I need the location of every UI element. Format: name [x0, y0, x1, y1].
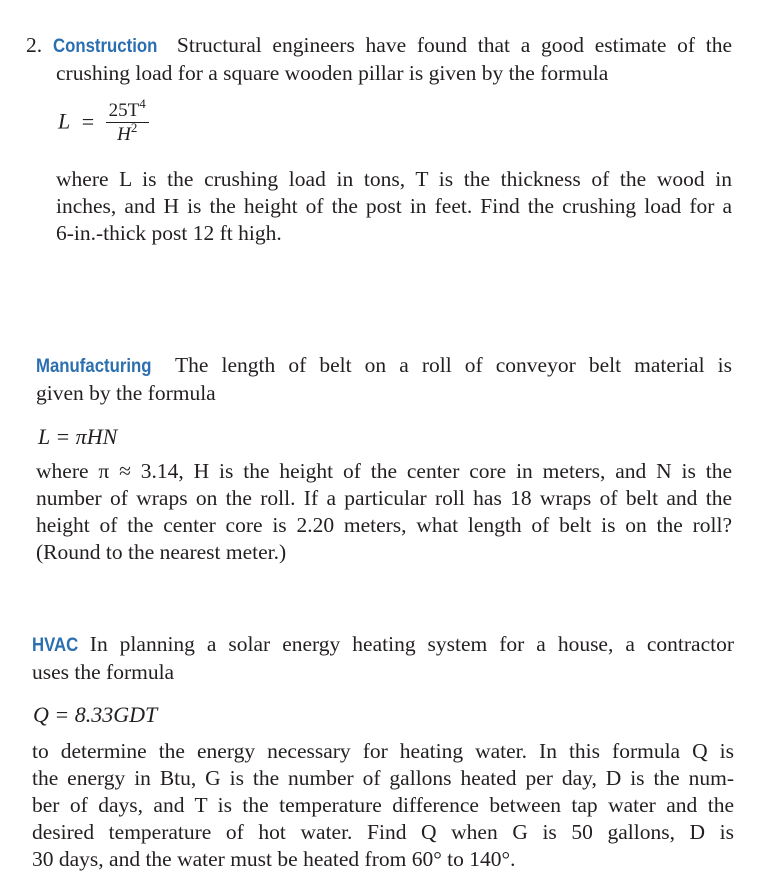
fraction-denominator: $H^2$: [117, 120, 138, 145]
formula-fraction: [106, 96, 149, 147]
problem-construction: [26, 32, 732, 87]
body-line: inches, and H is the height of the post in feet. Find the crushing load for a: [56, 194, 732, 218]
body-line: where π ≈ 3.14, H is the height of the center core in meters, and N is the: [36, 459, 732, 483]
body-line: to determine the energy necessary for heating water. In this formula Q is: [32, 739, 734, 763]
fraction-numerator: $25T^4$: [106, 100, 149, 123]
problem-heading: Manufacturing: [36, 355, 152, 377]
problem-hvac: [32, 631, 734, 686]
body-line: number of wraps on the roll. If a particular roll has 18 wraps of belt and the: [36, 486, 732, 510]
problem-intro-line: [26, 32, 732, 60]
problem-text: given by the formula: [36, 381, 216, 405]
problem-manufacturing: [36, 352, 732, 407]
body-line: (Round to the nearest meter.): [36, 540, 287, 564]
problem-intro-line: [36, 352, 732, 380]
formula-lhs: L: [58, 108, 71, 134]
problem-heading: Construction: [52, 35, 158, 57]
problem-number: 2.: [26, 33, 43, 57]
body-line: height of the center core is 2.20 meters, what length of belt is on the roll?: [36, 513, 732, 537]
body-line: the energy in Btu, G is the number of gallons heated per day, D is the num-: [32, 766, 734, 790]
problem-intro-line: [32, 631, 734, 659]
problem-text: In planning a solar energy heating system for a house, a contractor: [89, 632, 734, 656]
problem-text: crushing load for a square wooden pillar is given by the formula: [56, 61, 609, 85]
crushing-load-formula: [58, 96, 149, 147]
body-line: 30 days, and the water must be heated from 60° to 140°.: [32, 847, 516, 871]
energy-formula: Q = 8.33GDT: [33, 702, 158, 727]
problem-text: Structural engineers have found that a good estimate of the: [176, 33, 732, 57]
belt-length-formula: L = πHN: [38, 424, 118, 449]
body-line: ber of days, and T is the temperature difference between tap water and the: [32, 793, 734, 817]
body-line: where L is the crushing load in tons, T is the thickness of the wood in: [56, 167, 732, 191]
problem-heading: HVAC: [32, 634, 79, 656]
problem-construction-body: [56, 166, 732, 247]
formula-equals: =: [81, 108, 95, 134]
problem-hvac-body: [32, 738, 734, 873]
problem-text: uses the formula: [32, 660, 175, 684]
problem-manufacturing-body: [36, 458, 732, 566]
body-line: desired temperature of hot water. Find Q when G is 50 gallons, D is: [32, 820, 734, 844]
problem-text: The length of belt on a roll of conveyor belt material is: [175, 353, 732, 377]
body-line: 6-in.-thick post 12 ft high.: [56, 221, 282, 245]
